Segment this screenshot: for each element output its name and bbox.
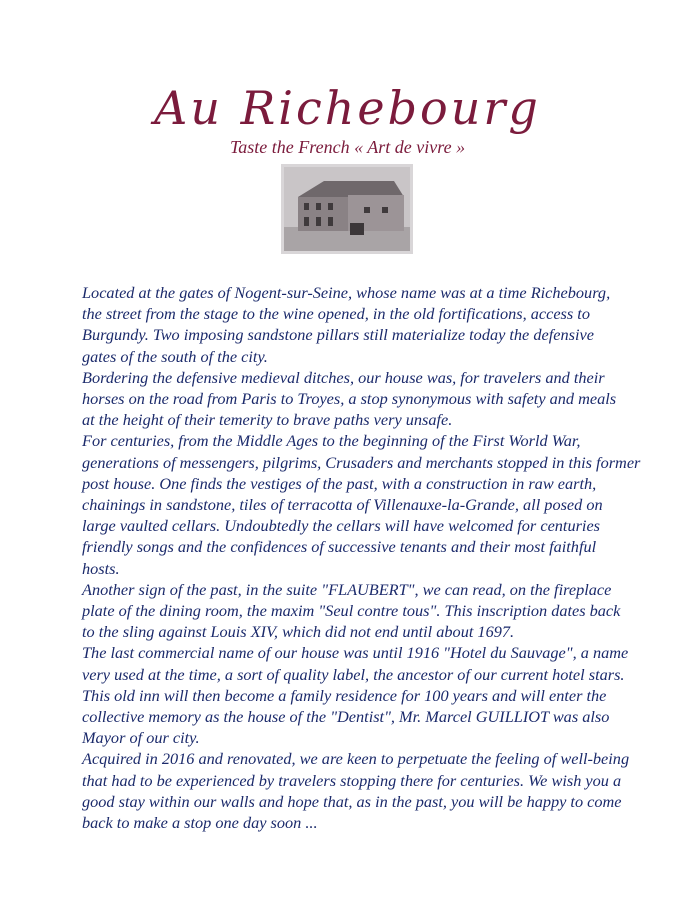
text-line: The last commercial name of our house was until 1916 "Hotel du Sauvage", a name	[82, 643, 629, 663]
text-line: This old inn will then become a family residence for 100 years and will enter the	[82, 685, 607, 705]
text-line: Acquired in 2016 and renovated, we are keen to perpetuate the feeling of well-being	[82, 749, 630, 769]
text-line: Another sign of the past, in the suite "FLAUBERT", we can read, on the fireplace	[82, 579, 612, 599]
text-line: large vaulted cellars. Undoubtedly the cellars will have welcomed for centuries	[82, 516, 601, 536]
text-line: good stay within our walls and hope that, as in the past, you will be happy to come	[82, 791, 622, 811]
text-line: very used at the time, a sort of quality label, the ancestor of our current hotel stars.	[82, 664, 625, 684]
text-line: For centuries, from the Middle Ages to the beginning of the First World War,	[82, 431, 581, 451]
text-line: post house. One finds the vestiges of the past, with a construction in raw earth,	[82, 473, 597, 493]
text-line: Burgundy. Two imposing sandstone pillars still materialize today the defensive	[82, 325, 594, 345]
page-subtitle: Taste the French « Art de vivre »	[229, 137, 466, 157]
history-text	[82, 282, 640, 833]
text-line: hosts.	[82, 558, 120, 578]
text-line: at the height of their temerity to brave paths very unsafe.	[82, 410, 453, 430]
text-line: Mayor of our city.	[82, 728, 200, 748]
text-line: that had to be experienced by travelers stopping there for centuries. We wish you a	[82, 770, 622, 790]
old-building-photo	[284, 167, 410, 251]
text-line: generations of messengers, pilgrims, Crusaders and merchants stopped in this former	[82, 452, 641, 472]
text-line: the street from the stage to the wine opened, in the old fortifications, access to	[82, 304, 590, 324]
text-line: Located at the gates of Nogent-sur-Seine, whose name was at a time Richebourg,	[82, 283, 611, 302]
page-title: Au Richebourg	[154, 81, 541, 135]
text-line: collective memory as the house of the "Dentist", Mr. Marcel GUILLIOT was also	[82, 707, 610, 727]
text-line: back to make a stop one day soon ...	[82, 813, 318, 833]
text-line: gates of the south of the city.	[82, 346, 268, 366]
text-line: horses on the road from Paris to Troyes, a stop synonymous with safety and meals	[82, 389, 617, 409]
text-line: to the sling against Louis XIV, which did not end until about 1697.	[82, 622, 515, 642]
text-line: Bordering the defensive medieval ditches, our house was, for travelers and their	[82, 367, 605, 387]
text-line: plate of the dining room, the maxim "Seul contre tous". This inscription dates back	[82, 601, 621, 621]
text-line: chainings in sandstone, tiles of terracotta of Villenauxe-la-Grande, all posed on	[82, 495, 603, 515]
text-line: friendly songs and the confidences of successive tenants and their most faithful	[82, 537, 597, 557]
